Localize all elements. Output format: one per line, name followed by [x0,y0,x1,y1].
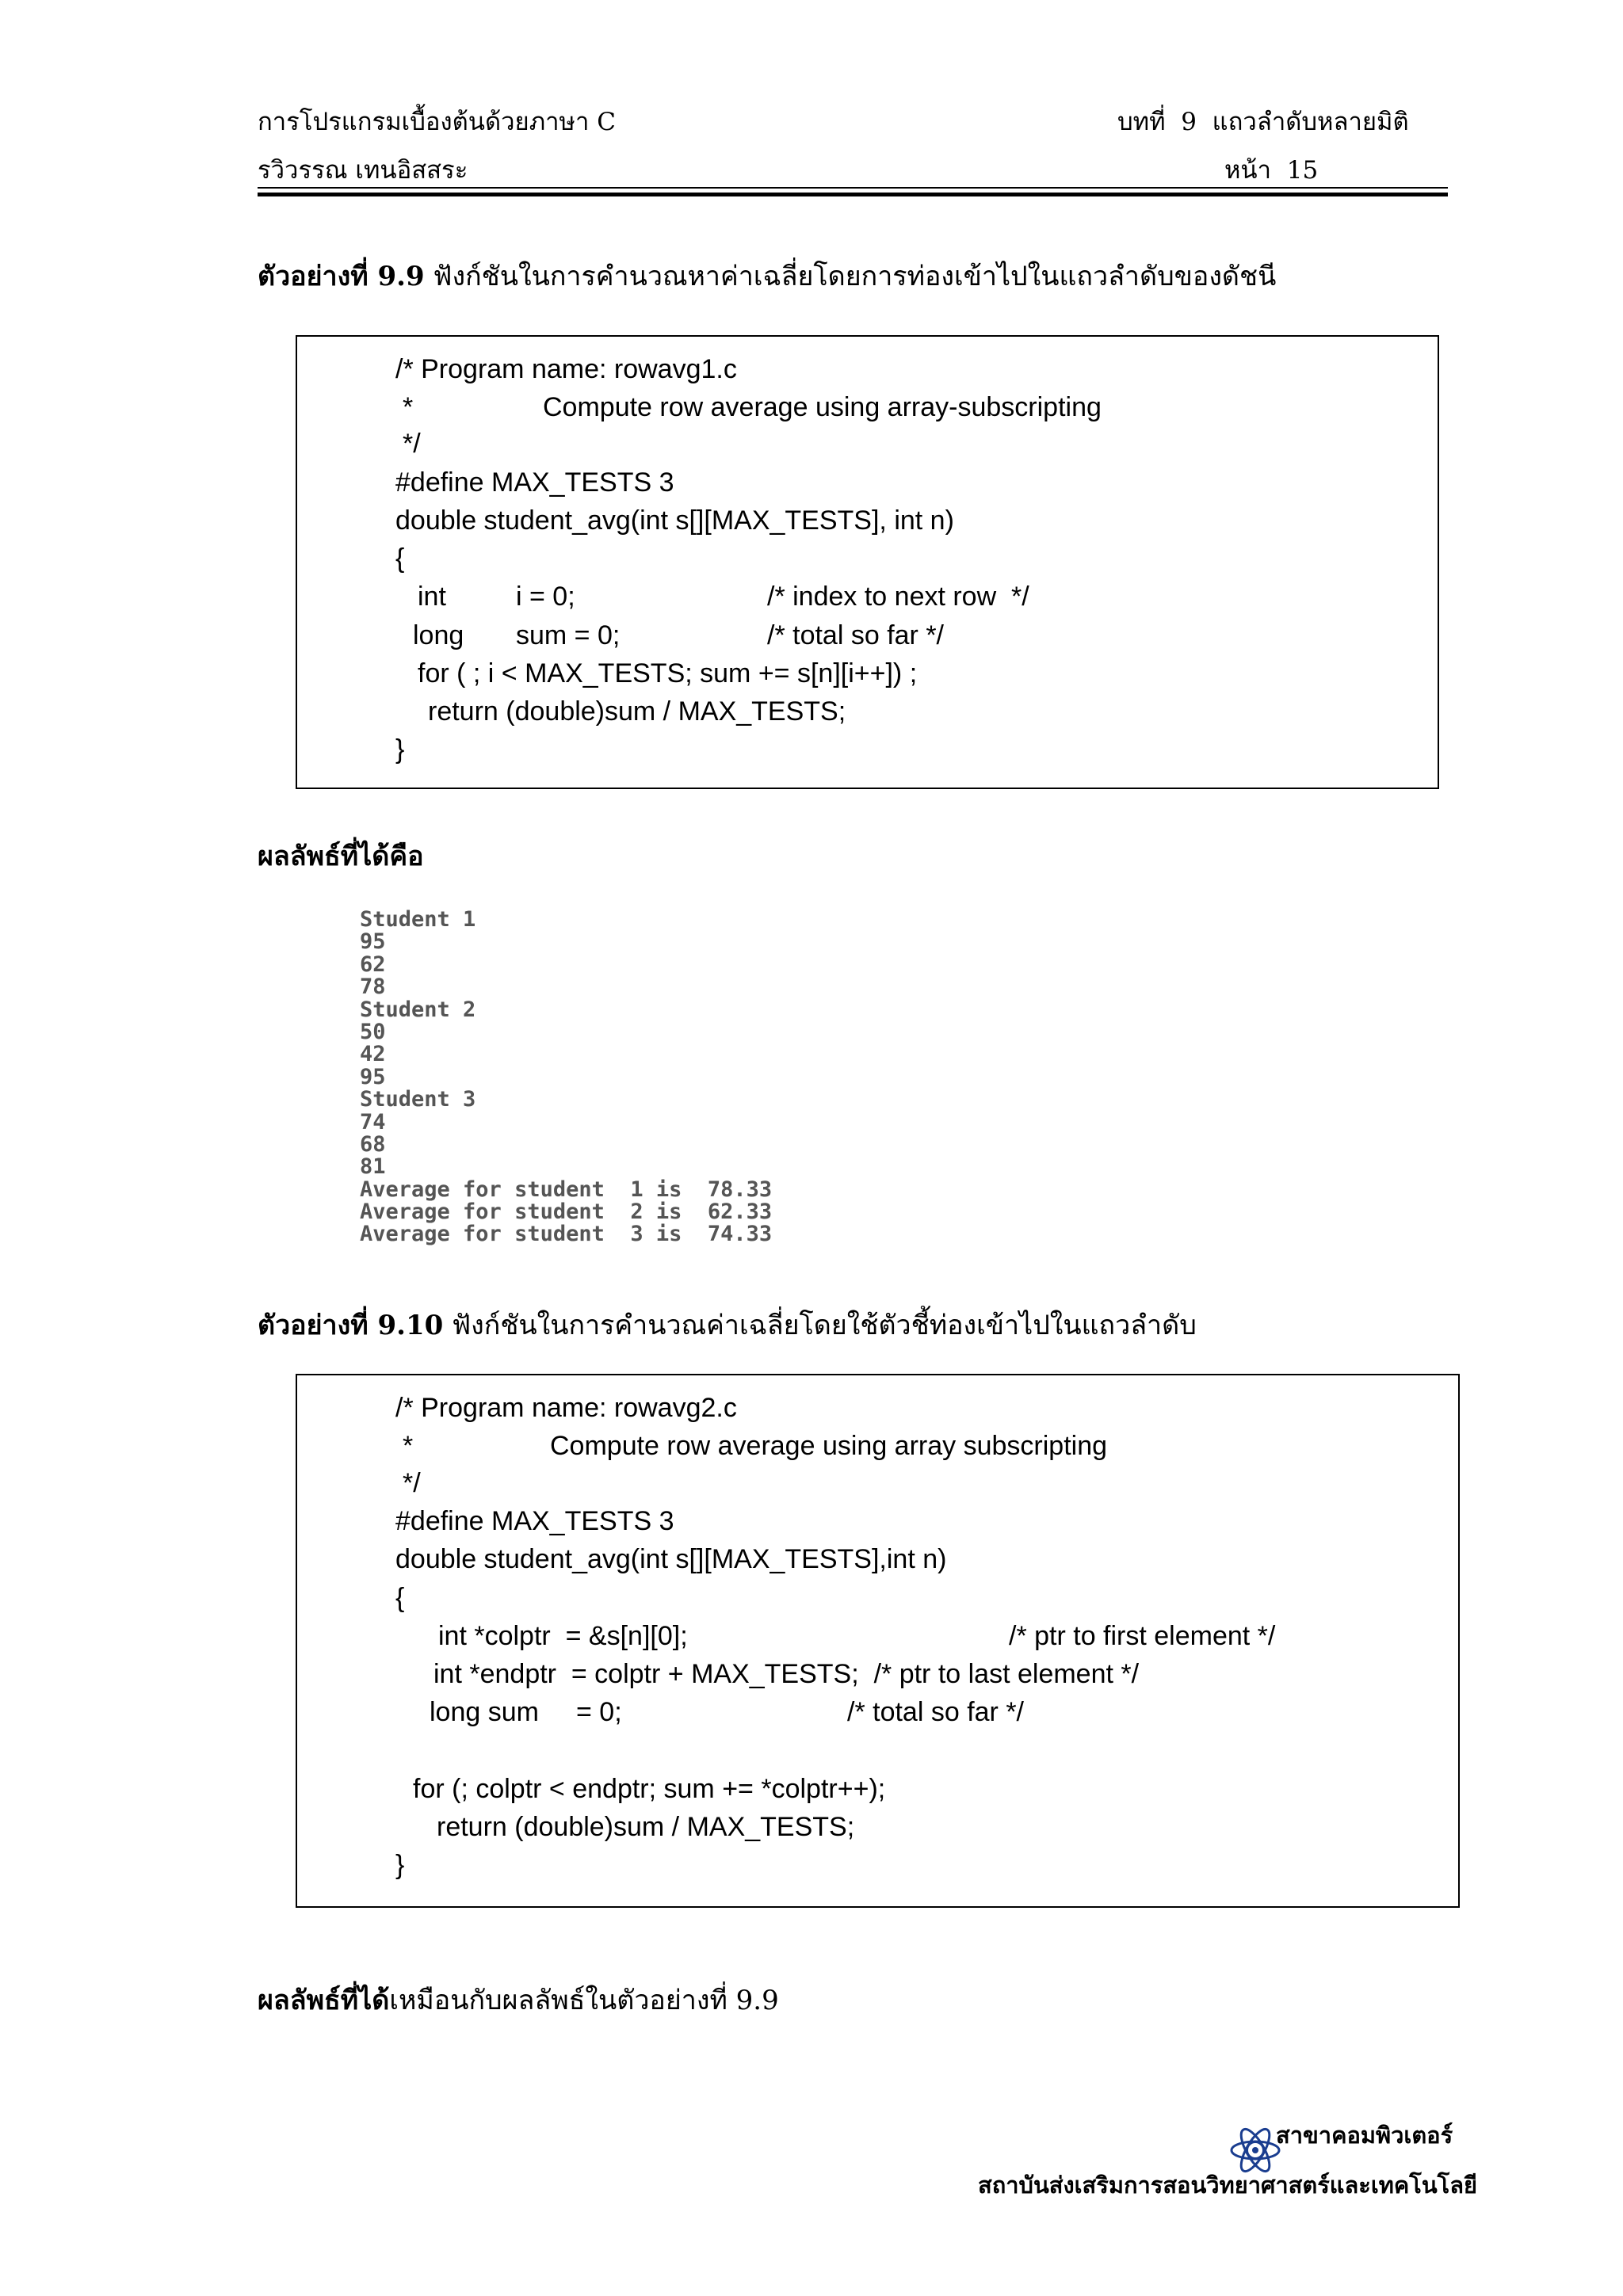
console-line: Student 2 [360,997,476,1022]
institute-name: สถาบันส่งเสริมการสอนวิทยาศาสตร์และเทคโนโลยี [978,2172,1477,2199]
console-line: Average for student 2 is 62.33 [360,1199,773,1225]
example-title: ฟังก์ชันในการคำนวณค่าเฉลี่ยโดยใช้ตัวชี้ท่องเข้าไปในแถวลำดับ [443,1310,1197,1341]
code-comment: /* ptr to first element */ [1009,1621,1276,1651]
department-name: สาขาคอมพิวเตอร์ [1276,2122,1453,2149]
course-title: การโปรแกรมเบื้องต้นด้วยภาษา C [258,108,616,136]
console-line: Student 3 [360,1087,476,1112]
code-line: i = 0; [516,582,575,612]
example-label: ตัวอย่างที่ 9.9 [258,261,425,292]
result-heading: ผลลัพธ์ที่ได้ [258,1985,390,2016]
code-comment: /* total so far */ [767,620,944,650]
code-line: Compute row average using array-subscripting [543,392,1102,422]
console-output [360,909,772,1246]
code-line: /* Program name: rowavg1.c [395,354,737,384]
code-line: */ [403,429,421,459]
result-2-paragraph [258,1980,779,2021]
code-line: { [395,1583,405,1613]
chapter-title: บทที่ 9 แถวลำดับหลายมิติ [1117,108,1409,136]
console-line: 81 [360,1154,386,1180]
console-line: 68 [360,1131,386,1157]
code-comment: /* index to next row */ [767,582,1029,612]
console-line: 74 [360,1109,386,1135]
example-9-9-heading [258,256,1276,297]
console-line: Average for student 3 is 74.33 [360,1222,773,1247]
code-line: /* Program name: rowavg2.c [395,1393,737,1423]
header-rule-thin [258,187,1448,189]
code-line: int *endptr = colptr + MAX_TESTS; /* ptr to last element */ [433,1659,1140,1689]
code-line: } [395,734,405,765]
example-label: ตัวอย่างที่ 9.10 [258,1310,444,1341]
code-line: { [395,543,405,574]
code-line: = 0; [576,1697,622,1727]
code-line: */ [403,1468,421,1498]
header-rule-thick [258,193,1448,196]
code-block-rowavg2 [296,1374,1460,1908]
code-line: long [413,620,464,650]
page-number-value: 15 [1286,156,1319,185]
code-line: long sum [430,1697,539,1727]
code-line: for ( ; i < MAX_TESTS; sum += s[n][i++]) ; [418,658,918,688]
code-line: int *colptr = &s[n][0]; [438,1621,688,1651]
code-line: } [395,1850,405,1880]
code-line: return (double)sum / MAX_TESTS; [437,1812,855,1842]
console-line: Student 1 [360,907,476,932]
code-line: sum = 0; [516,620,621,650]
code-line: #define MAX_TESTS 3 [395,467,674,498]
console-line: Average for student 1 is 78.33 [360,1177,773,1202]
author-name: รวิวรรณ เทนอิสสระ [258,156,468,185]
example-9-10-heading [258,1305,1197,1346]
console-line: 62 [360,952,386,977]
console-line: 95 [360,1064,386,1089]
console-line: 95 [360,929,386,955]
code-line: int [418,582,446,612]
code-line: #define MAX_TESTS 3 [395,1506,674,1536]
code-line: Compute row average using array subscripting [550,1431,1108,1461]
page-label: หน้า [1224,156,1272,185]
code-line: return (double)sum / MAX_TESTS; [428,696,846,727]
example-title: ฟังก์ชันในการคำนวณหาค่าเฉลี่ยโดยการท่องเข้าไปในแถวลำดับของดัชนี [424,261,1277,292]
console-line: 78 [360,974,386,1000]
console-line: 42 [360,1042,386,1067]
code-line: for (; colptr < endptr; sum += *colptr++); [413,1774,886,1804]
page-number [1224,152,1318,189]
result-heading: ผลลัพธ์ที่ได้คือ [258,841,424,872]
code-line: * [403,1431,414,1461]
result-text: เหมือนกับผลลัพธ์ในตัวอย่างที่ 9.9 [389,1985,779,2016]
code-line: double student_avg(int s[][MAX_TESTS],int n) [395,1544,947,1574]
code-comment: /* total so far */ [847,1697,1024,1727]
code-line: * [403,392,414,422]
console-line: 50 [360,1019,386,1044]
code-line: double student_avg(int s[][MAX_TESTS], int n) [395,505,954,536]
code-block-rowavg1 [296,335,1439,789]
institute-logo-icon [1213,2109,1266,2161]
